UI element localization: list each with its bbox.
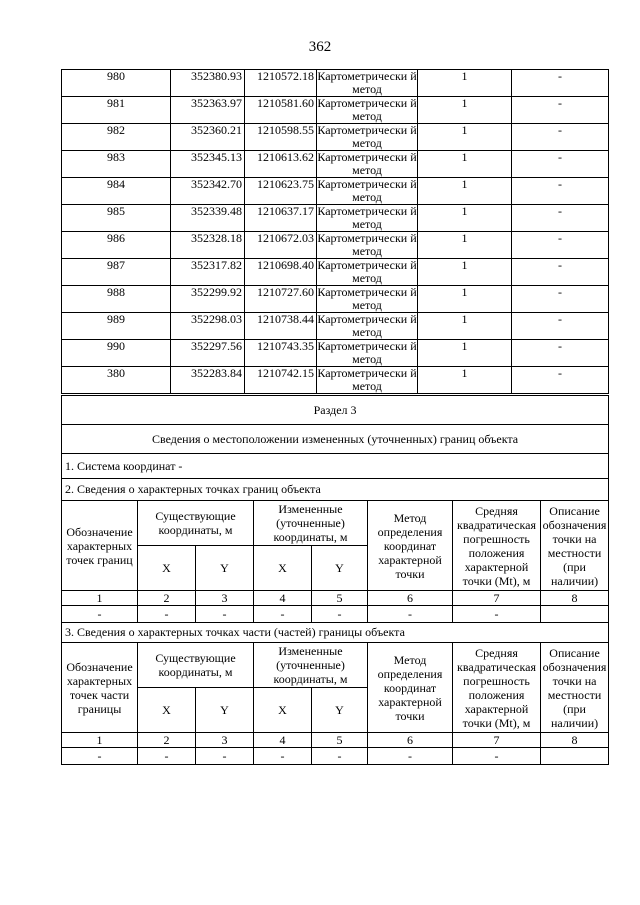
- y-coordinate-cell: 1210623.75: [245, 178, 317, 205]
- method-cell: Картометрически й метод: [317, 258, 417, 285]
- point-number-cell: 986: [62, 232, 171, 259]
- x-coordinate-cell: 352363.97: [171, 97, 245, 124]
- empty-cell: -: [312, 748, 368, 765]
- coordinates-table: [61, 69, 609, 394]
- part3-title: 3. Сведения о характерных точках части (частей) границы объекта: [62, 623, 609, 643]
- description-cell: -: [512, 340, 609, 367]
- y-coordinate-cell: 1210598.55: [245, 124, 317, 151]
- accuracy-cell: 1: [418, 205, 512, 232]
- coordinate-row: [62, 232, 609, 259]
- coordinate-row: [62, 70, 609, 97]
- point-number-cell: 981: [62, 97, 171, 124]
- empty-cell: -: [138, 748, 196, 765]
- description-cell: -: [512, 124, 609, 151]
- coordinate-row: [62, 97, 609, 124]
- x-coordinate-cell: 352342.70: [171, 178, 245, 205]
- column-number-cell: 1: [62, 733, 138, 748]
- accuracy-cell: 1: [418, 124, 512, 151]
- column-number-cell: 6: [368, 733, 453, 748]
- method-cell: Картометрически й метод: [317, 177, 417, 204]
- accuracy-cell: 1: [418, 232, 512, 259]
- coordinate-row: [62, 205, 609, 232]
- column-number-cell: 5: [312, 591, 368, 606]
- empty-cell: -: [368, 748, 453, 765]
- section-subtitle: Сведения о местоположении измененных (уточненных) границ объекта: [62, 425, 609, 454]
- x-coordinate-cell: 352317.82: [171, 259, 245, 286]
- accuracy-cell: 1: [418, 313, 512, 340]
- header-y: Y: [196, 688, 254, 733]
- y-coordinate-cell: 1210672.03: [245, 232, 317, 259]
- coordinate-row: [62, 259, 609, 286]
- empty-cell: [541, 606, 609, 623]
- column-number-cell: 1: [62, 591, 138, 606]
- method-cell: Картометрически й метод: [317, 231, 417, 258]
- method-cell: Картометрически й метод: [317, 339, 417, 366]
- header-x: X: [138, 688, 196, 733]
- point-number-cell: 980: [62, 70, 171, 97]
- coordinate-row: [62, 151, 609, 178]
- header-changed-coords: Измененные (уточненные) координаты, м: [254, 501, 368, 546]
- header-description: Описание обозначения точки на местности (при наличии): [541, 643, 609, 733]
- empty-cell: -: [453, 748, 541, 765]
- accuracy-cell: 1: [418, 178, 512, 205]
- empty-cell: -: [196, 748, 254, 765]
- method-cell: Картометрически й метод: [317, 123, 417, 150]
- column-numbers-row: [62, 591, 609, 606]
- method-cell: Картометрически й метод: [317, 366, 417, 393]
- x-coordinate-cell: 352328.18: [171, 232, 245, 259]
- header-accuracy: Средняя квадратическая погрешность положения характерной точки (Mt), м: [453, 643, 541, 733]
- point-number-cell: 983: [62, 151, 171, 178]
- x-coordinate-cell: 352283.84: [171, 367, 245, 394]
- part2-title: 2. Сведения о характерных точках границ объекта: [62, 479, 609, 501]
- column-number-cell: 6: [368, 591, 453, 606]
- description-cell: -: [512, 97, 609, 124]
- coordinate-row: [62, 367, 609, 394]
- column-number-cell: 7: [453, 733, 541, 748]
- y-coordinate-cell: 1210742.15: [245, 367, 317, 394]
- accuracy-cell: 1: [418, 151, 512, 178]
- empty-data-row: [62, 748, 609, 765]
- x-coordinate-cell: 352299.92: [171, 286, 245, 313]
- column-number-cell: 7: [453, 591, 541, 606]
- header-existing-coords: Существующие координаты, м: [138, 501, 254, 546]
- empty-cell: -: [138, 606, 196, 623]
- empty-cell: -: [254, 606, 312, 623]
- method-cell: Картометрически й метод: [317, 150, 417, 177]
- section-title: Раздел 3: [62, 396, 609, 425]
- y-coordinate-cell: 1210637.17: [245, 205, 317, 232]
- y-coordinate-cell: 1210743.35: [245, 340, 317, 367]
- header-point-label: Обозначение характерных точек части границы: [62, 643, 138, 733]
- accuracy-cell: 1: [418, 340, 512, 367]
- x-coordinate-cell: 352298.03: [171, 313, 245, 340]
- column-numbers-row: [62, 733, 609, 748]
- point-number-cell: 988: [62, 286, 171, 313]
- header-accuracy: Средняя квадратическая погрешность положения характерной точки (Mt), м: [453, 501, 541, 591]
- column-number-cell: 4: [254, 591, 312, 606]
- y-coordinate-cell: 1210572.18: [245, 70, 317, 97]
- description-cell: -: [512, 313, 609, 340]
- point-number-cell: 987: [62, 259, 171, 286]
- column-number-cell: 8: [541, 591, 609, 606]
- column-number-cell: 5: [312, 733, 368, 748]
- description-cell: -: [512, 232, 609, 259]
- x-coordinate-cell: 352345.13: [171, 151, 245, 178]
- empty-cell: [541, 748, 609, 765]
- method-cell: Картометрически й метод: [317, 285, 417, 312]
- column-number-cell: 3: [196, 591, 254, 606]
- accuracy-cell: 1: [418, 259, 512, 286]
- description-cell: -: [512, 205, 609, 232]
- column-number-cell: 8: [541, 733, 609, 748]
- y-coordinate-cell: 1210613.62: [245, 151, 317, 178]
- empty-cell: -: [453, 606, 541, 623]
- coordinate-row: [62, 178, 609, 205]
- description-cell: -: [512, 286, 609, 313]
- coordinate-system-line: 1. Система координат -: [62, 454, 609, 479]
- header-description: Описание обозначения точки на местности (при наличии): [541, 501, 609, 591]
- header-y: Y: [196, 546, 254, 591]
- description-cell: -: [512, 259, 609, 286]
- accuracy-cell: 1: [418, 367, 512, 394]
- empty-cell: -: [312, 606, 368, 623]
- header-x: X: [254, 688, 312, 733]
- column-number-cell: 2: [138, 591, 196, 606]
- x-coordinate-cell: 352297.56: [171, 340, 245, 367]
- description-cell: -: [512, 151, 609, 178]
- empty-data-row: [62, 606, 609, 623]
- description-cell: -: [512, 178, 609, 205]
- y-coordinate-cell: 1210581.60: [245, 97, 317, 124]
- point-number-cell: 982: [62, 124, 171, 151]
- empty-cell: -: [62, 606, 138, 623]
- section3-table: [61, 395, 609, 765]
- description-cell: -: [512, 367, 609, 394]
- accuracy-cell: 1: [418, 286, 512, 313]
- empty-cell: -: [62, 748, 138, 765]
- coordinate-row: [62, 313, 609, 340]
- empty-cell: -: [196, 606, 254, 623]
- accuracy-cell: 1: [418, 70, 512, 97]
- header-method: Метод определения координат характерной точки: [368, 501, 453, 591]
- coordinate-row: [62, 286, 609, 313]
- empty-cell: -: [368, 606, 453, 623]
- page-number: 362: [308, 39, 332, 55]
- method-cell: Картометрически й метод: [317, 96, 417, 123]
- method-cell: Картометрически й метод: [317, 312, 417, 339]
- coordinate-row: [62, 124, 609, 151]
- header-method: Метод определения координат характерной точки: [368, 643, 453, 733]
- point-number-cell: 380: [62, 367, 171, 394]
- method-cell: Картометрически й метод: [317, 69, 417, 96]
- header-existing-coords: Существующие координаты, м: [138, 643, 254, 688]
- header-x: X: [138, 546, 196, 591]
- method-cell: Картометрически й метод: [317, 204, 417, 231]
- point-number-cell: 989: [62, 313, 171, 340]
- x-coordinate-cell: 352380.93: [171, 70, 245, 97]
- y-coordinate-cell: 1210698.40: [245, 259, 317, 286]
- point-number-cell: 990: [62, 340, 171, 367]
- description-cell: -: [512, 70, 609, 97]
- column-number-cell: 4: [254, 733, 312, 748]
- header-y: Y: [312, 688, 368, 733]
- point-number-cell: 985: [62, 205, 171, 232]
- column-number-cell: 2: [138, 733, 196, 748]
- accuracy-cell: 1: [418, 97, 512, 124]
- header-y: Y: [312, 546, 368, 591]
- header-changed-coords: Измененные (уточненные) координаты, м: [254, 643, 368, 688]
- y-coordinate-cell: 1210738.44: [245, 313, 317, 340]
- column-number-cell: 3: [196, 733, 254, 748]
- y-coordinate-cell: 1210727.60: [245, 286, 317, 313]
- empty-cell: -: [254, 748, 312, 765]
- coordinate-row: [62, 340, 609, 367]
- point-number-cell: 984: [62, 178, 171, 205]
- x-coordinate-cell: 352339.48: [171, 205, 245, 232]
- header-point-label: Обозначение характерных точек границ: [62, 501, 138, 591]
- header-x: X: [254, 546, 312, 591]
- x-coordinate-cell: 352360.21: [171, 124, 245, 151]
